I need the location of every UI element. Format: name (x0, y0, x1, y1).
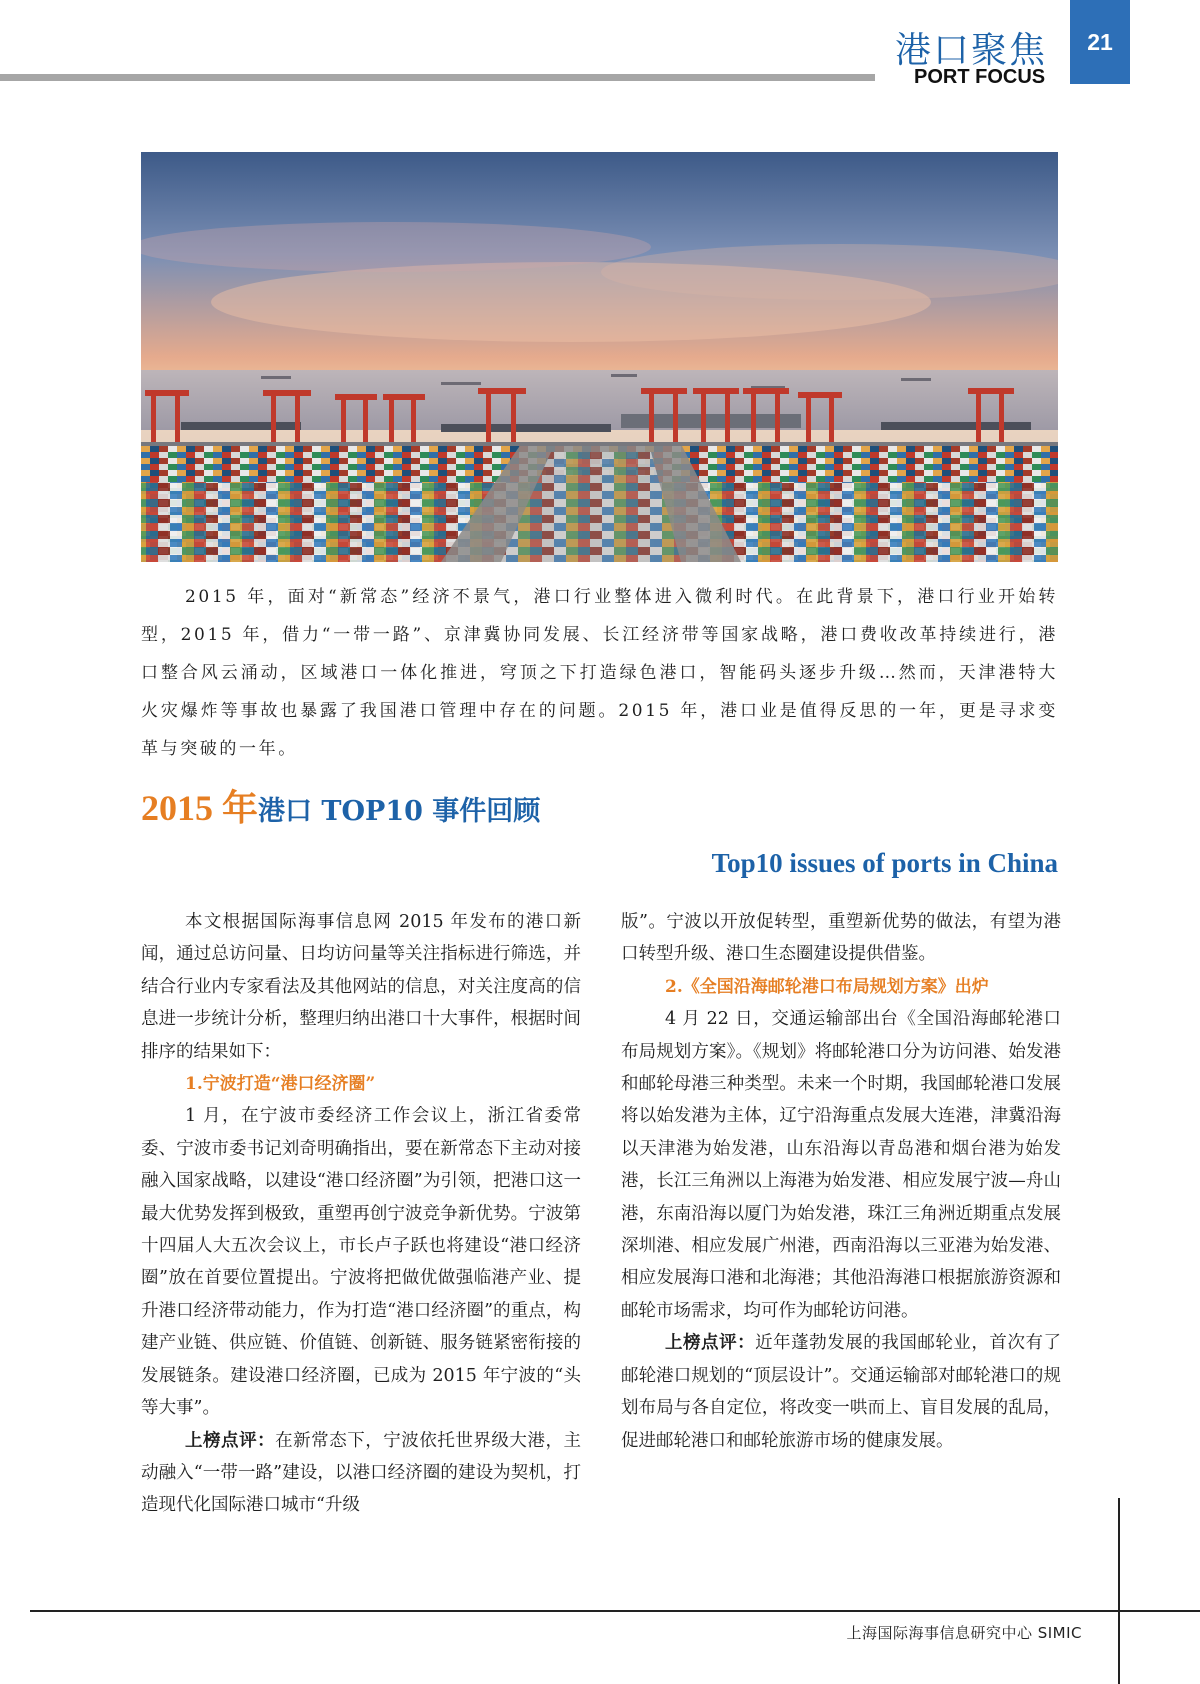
review-text: 在新常态下，宁波依托世界级大港，主动融入“一带一路”建设，以港口经济圈的建设为契机，打造现代化国际港口城市“升级 (141, 1430, 582, 1516)
section-title-year: 2015 年 (141, 788, 259, 828)
intro-paragraph: 2015 年，面对“新常态”经济不景气，港口行业整体进入微利时代。在此背景下，港口行业开始转型，2015 年，借力“一带一路”、京津冀协同发展、长江经济带等国家战略，港口费收改革持续进行，港口整合风云涌动，区域港口一体化推进，穹顶之下打造绿色港口，智能码头逐步升级…然而，天津港特大火灾爆炸等事故也暴露了我国港口管理中存在的问题。2015 年，港口业是值得反思的一年，更是寻求变革与突破的一年。 (141, 587, 1058, 759)
header-rule (0, 74, 875, 81)
review-label: 上榜点评： (185, 1430, 276, 1451)
method-paragraph: 本文根据国际海事信息网 2015 年发布的港口新闻，通过总访问量、日均访问量等关注指标进行筛选，并结合行业内专家看法及其他网站的信息，对关注度高的信息进一步统计分析，整理归纳出港口十大事件，根据时间排序的结果如下： (141, 912, 581, 1062)
section-title (141, 780, 540, 831)
section-header-title: 港口聚焦 (895, 30, 1048, 71)
event-1-heading: 1.宁波打造“港口经济圈” (185, 1074, 376, 1095)
port-photo-illustration (141, 152, 1058, 562)
event-1-review-continued: 版”。宁波以开放促转型，重塑新优势的做法，有望为港口转型升级、港口生态圈建设提供借鉴。 (621, 912, 1061, 965)
section-title-text: 港口 TOP10 事件回顾 (258, 796, 541, 827)
event-2-body: 4 月 22 日，交通运输部出台《全国沿海邮轮港口布局规划方案》。《规划》将邮轮港口分为访问港、始发港和邮轮母港三种类型。未来一个时期，我国邮轮港口发展将以始发港为主体，辽宁沿海重点发展大连港，津冀沿海以天津港为始发港，山东沿海以青岛港和烟台港为始发港，长江三角洲以上海港为始发港、相应发展宁波—舟山港，东南沿海以厦门为始发港，珠江三角洲近期重点发展深圳港、相应发展广州港，西南沿海以三亚港为始发港、相应发展海口港和北海港；其他沿海港口根据旅游资源和邮轮市场需求，均可作为邮轮访问港。 (621, 1009, 1061, 1321)
right-column (621, 906, 1061, 1457)
footer-publisher: 上海国际海事信息研究中心 SIMIC (846, 1624, 1082, 1642)
event-1-review (141, 1425, 581, 1522)
review-label: 上榜点评： (665, 1333, 756, 1354)
review-text: 近年蓬勃发展的我国邮轮业，首次有了邮轮港口规划的“顶层设计”。交通运输部对邮轮港口的规划布局与各自定位，将改变一哄而上、盲目发展的乱局，促进邮轮港口和邮轮旅游市场的健康发展。 (621, 1333, 1062, 1451)
footer-rule (30, 1610, 1200, 1612)
page-number: 21 (1070, 0, 1130, 84)
port-photo (141, 152, 1058, 562)
event-2-heading: 2.《全国沿海邮轮港口布局规划方案》出炉 (665, 976, 989, 997)
left-column (141, 906, 581, 1522)
event-1-body: 1 月，在宁波市委经济工作会议上，浙江省委常委、宁波市委书记刘奇明确指出，要在新常态下主动对接融入国家战略，以建设“港口经济圈”为引领，把港口这一最大优势发挥到极致，重塑再创宁波竞争新优势。宁波第十四届人大五次会议上，市长卢子跃也将建设“港口经济圈”放在首要位置提出。宁波将把做优做强临港产业、提升港口经济带动能力，作为打造“港口经济圈”的重点，构建产业链、供应链、价值链、创新链、服务链紧密衔接的发展链条。建设港口经济圈，已成为 2015 年宁波的“头等大事”。 (141, 1106, 581, 1419)
section-title-en: Top10 issues of ports in China (711, 848, 1058, 878)
event-2-review (621, 1327, 1061, 1457)
footer-vertical-rule (1118, 1498, 1120, 1684)
section-header-subtitle: PORT FOCUS (914, 66, 1046, 88)
